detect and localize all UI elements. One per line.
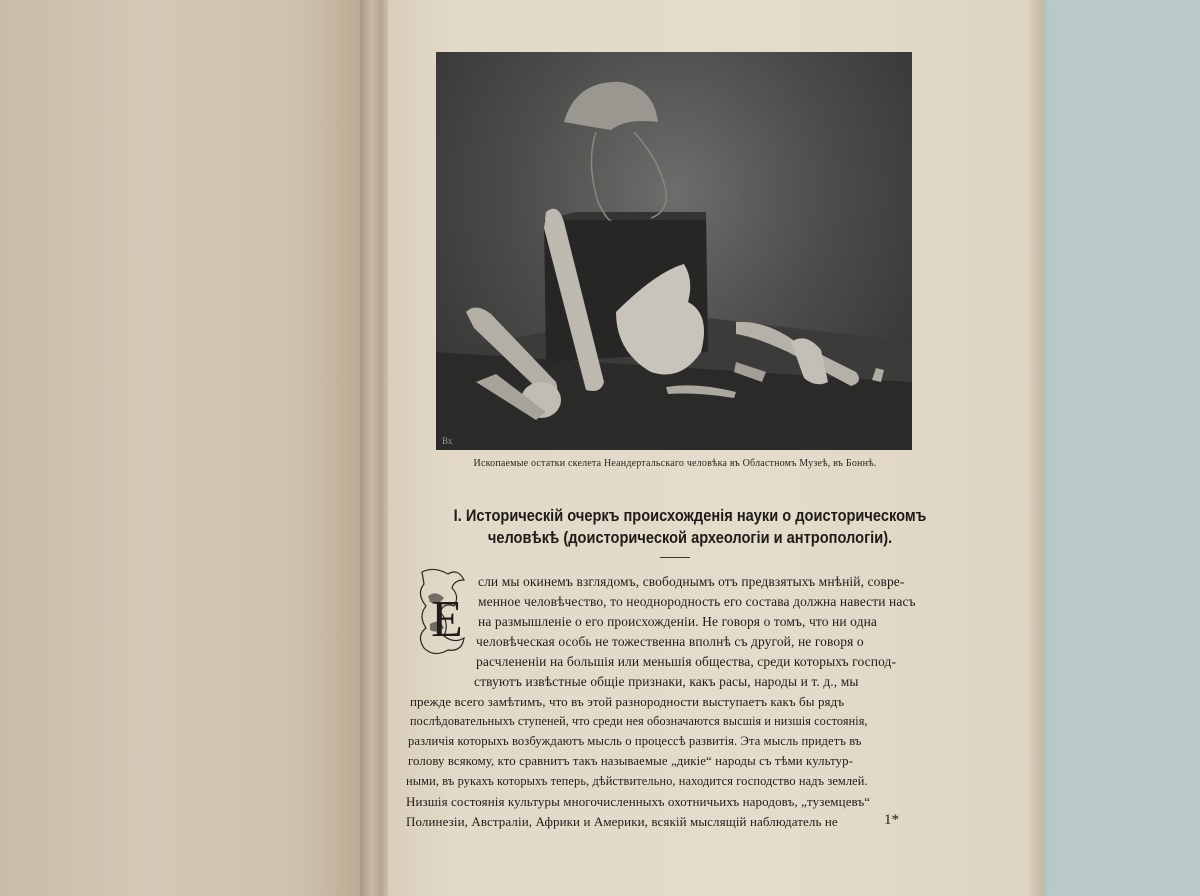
heading-line-1: I. Историческій очеркъ происхожденія науки о доисторическомъ: [453, 506, 927, 525]
body-line-3: на размышленіе о его происхожденіи. Не говоря о томъ, что ни одна: [478, 614, 878, 629]
body-line-12: Низшія состоянія культуры многочисленныхъ охотничьихъ народовъ, „туземцевъ“: [406, 794, 871, 809]
dropcap-letter: Е: [431, 591, 463, 648]
body-line-5: расчлененіи на большія или меньшія общества, среди которыхъ господ-: [476, 654, 897, 669]
body-line-2: менное человѣчество, то неоднородность его состава должна навести насъ: [478, 594, 916, 609]
body-line-11: ными, въ рукахъ которыхъ теперь, дѣйствительно, находится господство надъ землей.: [406, 774, 868, 788]
body-line-9: различія которыхъ возбуждаютъ мысль о процессѣ развитія. Эта мысль придетъ въ: [408, 734, 862, 748]
book-spine: [360, 0, 390, 896]
photo-signature: Вх: [442, 436, 453, 446]
neanderthal-photo: [436, 52, 912, 450]
body-line-10: голову всякому, кто сравнитъ такъ называемые „дикіе“ народы съ тѣми культур-: [408, 754, 853, 768]
body-line-13: Полинезіи, Австраліи, Африки и Америки, всякій мыслящій наблюдатель не: [406, 814, 838, 829]
ornamental-dropcap: [414, 566, 470, 658]
body-line-8: послѣдовательныхъ ступеней, что среди нея обозначаются высшія и низшія состоянія,: [410, 714, 868, 728]
body-line-1: сли мы окинемъ взглядомъ, свободнымъ отъ предвзятыхъ мнѣній, совре-: [478, 574, 905, 589]
page-number: 1*: [884, 812, 899, 828]
body-line-7: прежде всего замѣтимъ, что въ этой разнородности выступаетъ какъ бы рядъ: [410, 694, 845, 709]
body-line-6: ствуютъ извѣстные общіе признаки, какъ расы, народы и т. д., мы: [474, 674, 859, 689]
page-edge: [1030, 0, 1044, 896]
photo-caption: Ископаемые остатки скелета Неандертальскаго человѣка въ Областномъ Музеѣ, въ Боннѣ.: [473, 458, 877, 469]
left-page: [0, 0, 372, 896]
heading-divider: [660, 557, 690, 558]
chapter-heading: [441, 505, 940, 549]
body-line-4: человѣческая особь не тожественна вполнѣ съ другой, не говоря о: [476, 634, 864, 649]
heading-line-2: человѣкѣ (доисторической археологіи и антропологіи).: [487, 528, 893, 547]
